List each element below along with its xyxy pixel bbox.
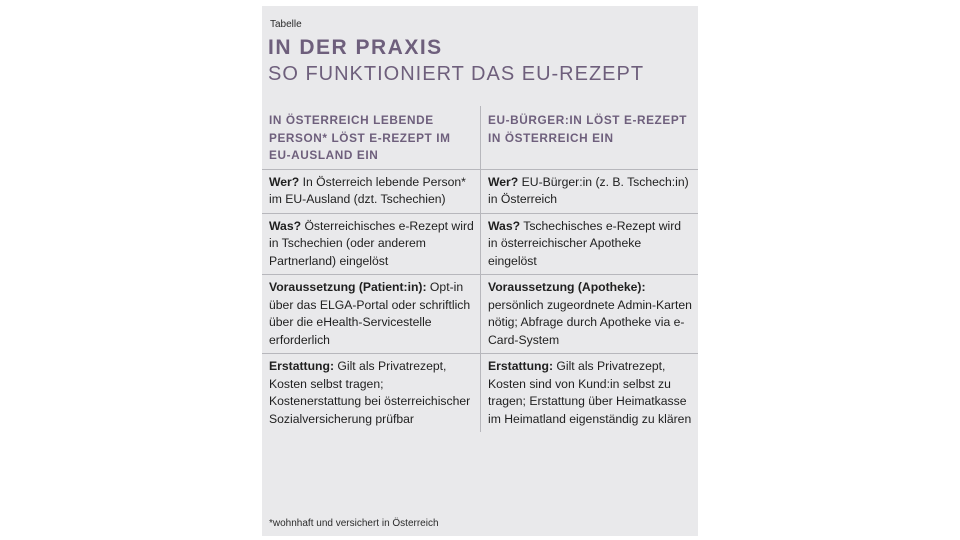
column-header-left: IN ÖSTERREICH LEBENDE PERSON* LÖST E-REZEPT IM EU-AUSLAND EIN <box>269 113 451 162</box>
table-cell-left <box>262 354 480 432</box>
info-table-panel <box>262 6 698 536</box>
table-subtitle: SO FUNKTIONIERT DAS EU-REZEPT <box>268 63 645 85</box>
cell-text: Gilt als Privatrezept, Kosten selbst tragen; Kostenerstattung bei österreichischer Sozialversicherung prüfbar <box>269 359 471 426</box>
cell-text: EU-Bürger:in (z. B. Tschech:in) in Österreich <box>488 174 689 206</box>
cell-label: Wer? <box>269 174 300 189</box>
table-cell-left <box>262 275 480 353</box>
kicker-label: Tabelle <box>270 19 302 30</box>
cell-text: Tschechisches e-Rezept wird in österreichischer Apotheke eingelöst <box>488 218 682 268</box>
cell-text: Österreichisches e-Rezept wird in Tschechien (oder anderem Partnerland) eingelöst <box>269 218 474 268</box>
table-cell-left <box>262 214 480 275</box>
table-cell-right <box>480 170 698 213</box>
table-cell-left <box>262 170 480 213</box>
cell-label: Voraussetzung (Patient:in): <box>269 280 427 294</box>
cell-label: Was? <box>269 218 302 233</box>
table-row <box>262 353 698 432</box>
cell-text: Opt-in über das ELGA-Portal oder schriftlich über die eHealth-Servicestelle erforderlich <box>269 280 471 347</box>
cell-label: Erstattung: <box>269 359 334 373</box>
cell-label: Wer? <box>488 174 519 189</box>
cell-text: Gilt als Privatrezept, Kosten sind von Kund:in selbst zu tragen; Erstattung über Heimatkasse im Heimatland eigenständig zu klären <box>488 359 692 426</box>
table-cell-right <box>480 275 698 353</box>
table-title: IN DER PRAXIS <box>268 36 443 59</box>
cell-text: persönlich zugeordnete Admin-Karten nötig; Abfrage durch Apotheke via e-Card-System <box>488 297 692 347</box>
table-row <box>262 213 698 275</box>
footnote: *wohnhaft und versichert in Österreich <box>269 518 439 529</box>
table-cell-right <box>480 354 698 432</box>
table-row <box>262 169 698 213</box>
comparison-table <box>262 106 698 432</box>
cell-label: Was? <box>488 218 521 233</box>
column-header-right: EU-BÜRGER:IN LÖST E-REZEPT IN ÖSTERREICH EIN <box>480 106 698 169</box>
cell-label: Voraussetzung (Apotheke): <box>488 280 646 294</box>
table-row <box>262 274 698 353</box>
table-header-row <box>262 106 698 169</box>
cell-label: Erstattung: <box>488 359 553 373</box>
table-cell-right <box>480 214 698 275</box>
cell-text: In Österreich lebende Person* im EU-Ausland (dzt. Tschechien) <box>269 174 466 206</box>
